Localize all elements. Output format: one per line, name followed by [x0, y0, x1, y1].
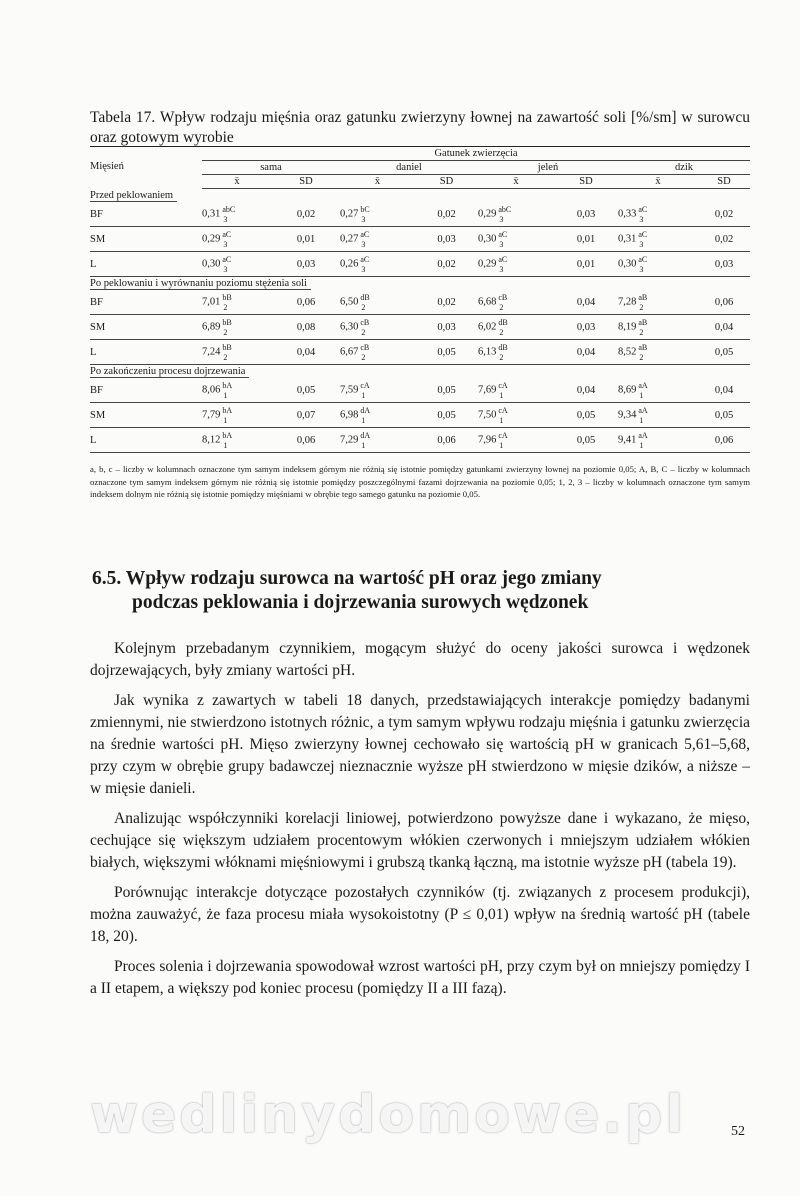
muscle-label: SM [90, 227, 202, 252]
subscript-index: 1 [361, 441, 366, 450]
sd-cell: 0,08 [272, 315, 340, 340]
mean-value: 8,06 [202, 384, 221, 396]
sd-cell: 0,03 [272, 252, 340, 277]
sd-cell: 0,01 [272, 227, 340, 252]
mean-cell [478, 428, 554, 453]
mean-value: 0,29 [202, 233, 221, 245]
mean-cell [618, 290, 698, 315]
mean-value: 8,69 [618, 384, 637, 396]
mean-cell [618, 227, 698, 252]
sd-cell: 0,06 [272, 290, 340, 315]
sd-cell: 0,02 [415, 290, 478, 315]
subscript-index: 3 [361, 240, 366, 249]
superscript-index: bA [222, 431, 233, 440]
mean-value: 6,68 [478, 296, 497, 308]
mean-cell [478, 378, 554, 403]
paragraph: Proces solenia i dojrzewania spowodował wzrost wartości pH, przy czym był on mniejszy pomiędzy I a II etapem, a większy pod koniec procesu (pomiędzy II a III fazą). [90, 958, 750, 997]
mean-cell [618, 252, 698, 277]
section-heading [92, 567, 742, 615]
superscript-index: aC [222, 230, 232, 239]
mean-value: 0,31 [202, 208, 221, 220]
subscript-index: 1 [499, 441, 504, 450]
mean-cell [202, 428, 272, 453]
sd-cell: 0,01 [554, 252, 618, 277]
superscript-index: aA [638, 381, 648, 390]
group-label: Po zakończeniu procesu dojrzewania [90, 366, 249, 378]
sd-header: SD [554, 175, 618, 189]
superscript-index: dB [360, 293, 370, 302]
subscript-index: 2 [361, 303, 366, 312]
superscript-index: cA [498, 431, 508, 440]
sd-cell: 0,04 [272, 340, 340, 365]
mean-header: x̄ [202, 175, 272, 189]
table-row [90, 227, 750, 252]
superscript-index: aA [638, 406, 648, 415]
subscript-index: 3 [499, 240, 504, 249]
sd-cell: 0,04 [554, 340, 618, 365]
mean-cell [202, 202, 272, 227]
mean-cell [340, 315, 415, 340]
superscript-index: bB [222, 318, 232, 327]
mean-value: 0,30 [478, 233, 497, 245]
table-caption: Tabela 17. Wpływ rodzaju mięśnia oraz gatunku zwierzyny łownej na zawartość soli [%/sm] w surowcu oraz gotowym wyrobie [90, 109, 750, 146]
table-row [90, 378, 750, 403]
significance-index [498, 318, 510, 337]
significance-index [638, 293, 650, 312]
sd-cell: 0,05 [698, 403, 750, 428]
mean-value: 0,30 [618, 258, 637, 270]
significance-index [498, 343, 510, 362]
mean-cell [478, 252, 554, 277]
sd-cell: 0,04 [554, 378, 618, 403]
sd-header: SD [272, 175, 340, 189]
muscle-label: L [90, 428, 202, 453]
significance-index [498, 381, 510, 400]
subscript-index: 3 [223, 215, 228, 224]
superscript-index: cA [360, 381, 370, 390]
subscript-index: 3 [223, 240, 228, 249]
species-name: dzik [618, 161, 750, 175]
superscript-index: bB [222, 343, 232, 352]
mean-cell [618, 340, 698, 365]
significance-index [360, 205, 372, 224]
significance-index [360, 431, 372, 450]
superscript-index: aC [222, 255, 232, 264]
mean-value: 0,27 [340, 208, 359, 220]
superscript-index: cA [498, 406, 508, 415]
sd-cell: 0,03 [415, 227, 478, 252]
mean-value: 7,50 [478, 409, 497, 421]
significance-index [498, 406, 510, 425]
mean-value: 0,29 [478, 258, 497, 270]
mean-value: 6,89 [202, 321, 221, 333]
mean-cell [340, 428, 415, 453]
superscript-index: aA [638, 431, 648, 440]
table-row [90, 252, 750, 277]
mean-value: 7,59 [340, 384, 359, 396]
sd-cell: 0,03 [415, 315, 478, 340]
mean-value: 0,33 [618, 208, 637, 220]
heading-line-1: 6.5. Wpływ rodzaju surowca na wartość pH oraz jego zmiany [92, 568, 602, 589]
superscript-index: aC [638, 255, 648, 264]
mean-value: 6,02 [478, 321, 497, 333]
superscript-index: dA [360, 431, 371, 440]
subscript-index: 1 [223, 416, 228, 425]
mean-cell [202, 227, 272, 252]
row-header: Mięsień [90, 147, 202, 189]
subscript-index: 1 [223, 441, 228, 450]
subscript-index: 2 [499, 303, 504, 312]
mean-value: 0,27 [340, 233, 359, 245]
significance-index [222, 318, 234, 337]
mean-cell [618, 403, 698, 428]
mean-cell [340, 227, 415, 252]
sd-cell: 0,05 [554, 428, 618, 453]
significance-index [638, 343, 650, 362]
significance-index [638, 230, 650, 249]
mean-value: 7,29 [340, 434, 359, 446]
mean-value: 8,19 [618, 321, 637, 333]
superscript-index: dB [498, 343, 508, 352]
subscript-index: 2 [361, 328, 366, 337]
significance-index [360, 230, 372, 249]
subscript-index: 3 [499, 265, 504, 274]
significance-index [222, 230, 234, 249]
mean-value: 7,28 [618, 296, 637, 308]
species-name: sama [202, 161, 340, 175]
sd-cell: 0,05 [415, 340, 478, 365]
superscript-index: bB [222, 293, 232, 302]
subscript-index: 1 [499, 391, 504, 400]
mean-cell [478, 202, 554, 227]
mean-value: 0,30 [202, 258, 221, 270]
table-row [90, 202, 750, 227]
species-name: daniel [340, 161, 478, 175]
subscript-index: 1 [223, 391, 228, 400]
superscript-index: bA [222, 381, 233, 390]
mean-value: 0,26 [340, 258, 359, 270]
mean-header: x̄ [340, 175, 415, 189]
subscript-index: 2 [639, 353, 644, 362]
heading-line-2: podczas peklowania i dojrzewania surowych wędzonek [132, 592, 589, 613]
mean-cell [202, 378, 272, 403]
significance-index [222, 431, 234, 450]
sd-cell: 0,07 [272, 403, 340, 428]
sd-cell: 0,04 [698, 378, 750, 403]
mean-value: 7,79 [202, 409, 221, 421]
mean-cell [202, 290, 272, 315]
mean-value: 0,29 [478, 208, 497, 220]
mean-cell [478, 315, 554, 340]
mean-value: 7,01 [202, 296, 221, 308]
superscript-index: aB [638, 318, 648, 327]
superscript-index: aC [638, 230, 648, 239]
sd-cell: 0,02 [415, 252, 478, 277]
subscript-index: 3 [639, 240, 644, 249]
superscript-index: aC [638, 205, 648, 214]
page-number: 52 [731, 1124, 745, 1139]
mean-cell [618, 428, 698, 453]
muscle-label: BF [90, 202, 202, 227]
sd-cell: 0,04 [698, 315, 750, 340]
subscript-index: 1 [361, 416, 366, 425]
mean-value: 7,96 [478, 434, 497, 446]
mean-value: 7,69 [478, 384, 497, 396]
paragraph: Analizując współczynniki korelacji liniowej, potwierdzono powyższe dane i wykazano, że mięso, cechujące się większym udziałem procentowym włókien czerwonych i mniejszym udziałem włókien białych, większymi włóknami mięśniowymi i grubszą tkanką łączną, ma istotnie wyższe pH (tabela 19). [90, 810, 750, 871]
superscript-index: cA [498, 381, 508, 390]
superscript-index: abC [498, 205, 512, 214]
sd-cell: 0,05 [272, 378, 340, 403]
significance-index [638, 255, 650, 274]
mean-value: 0,31 [618, 233, 637, 245]
sd-header: SD [698, 175, 750, 189]
subscript-index: 1 [499, 416, 504, 425]
mean-value: 6,13 [478, 346, 497, 358]
significance-index [638, 205, 650, 224]
significance-index [498, 431, 510, 450]
sd-cell: 0,03 [554, 202, 618, 227]
table-row [90, 428, 750, 453]
significance-index [222, 343, 234, 362]
group-label: Po peklowaniu i wyrównaniu poziomu stężenia soli [90, 278, 311, 290]
mean-value: 7,24 [202, 346, 221, 358]
mean-header: x̄ [478, 175, 554, 189]
superscript-index: aB [638, 343, 648, 352]
mean-cell [478, 403, 554, 428]
significance-index [360, 255, 372, 274]
subscript-index: 1 [639, 441, 644, 450]
paragraph: Porównując interakcje dotyczące pozostałych czynników (tj. związanych z procesem produkcji), można zauważyć, że faza procesu miała wysokoistotny (P ≤ 0,01) wpływ na średnią wartość pH (tabele 18, 20). [90, 884, 750, 945]
superscript-index: cB [360, 318, 370, 327]
subscript-index: 2 [639, 303, 644, 312]
sd-cell: 0,06 [698, 290, 750, 315]
superscript-index: aC [360, 230, 370, 239]
mean-cell [340, 252, 415, 277]
significance-index [360, 293, 372, 312]
significance-index [498, 230, 510, 249]
sd-cell: 0,06 [415, 428, 478, 453]
subscript-index: 2 [223, 303, 228, 312]
muscle-label: L [90, 340, 202, 365]
species-header: Gatunek zwierzęcia [202, 147, 750, 161]
sd-cell: 0,05 [698, 340, 750, 365]
mean-cell [340, 290, 415, 315]
significance-index [638, 381, 650, 400]
subscript-index: 3 [361, 265, 366, 274]
species-name: jeleń [478, 161, 618, 175]
mean-value: 8,12 [202, 434, 221, 446]
subscript-index: 1 [639, 391, 644, 400]
muscle-label: BF [90, 378, 202, 403]
significance-index [360, 318, 372, 337]
mean-cell [618, 202, 698, 227]
muscle-label: L [90, 252, 202, 277]
significance-index [222, 381, 234, 400]
mean-value: 6,67 [340, 346, 359, 358]
significance-index [222, 255, 234, 274]
subscript-index: 2 [499, 353, 504, 362]
superscript-index: aC [360, 255, 370, 264]
mean-cell [478, 227, 554, 252]
subscript-index: 3 [639, 265, 644, 274]
mean-value: 9,34 [618, 409, 637, 421]
salt-content-table [90, 146, 750, 453]
sd-cell: 0,02 [272, 202, 340, 227]
significance-index [222, 205, 236, 224]
superscript-index: bA [222, 406, 233, 415]
subscript-index: 2 [223, 353, 228, 362]
table-row [90, 315, 750, 340]
mean-cell [202, 315, 272, 340]
subscript-index: 2 [361, 353, 366, 362]
significance-index [498, 255, 510, 274]
superscript-index: abC [222, 205, 236, 214]
significance-index [498, 205, 512, 224]
table-row [90, 290, 750, 315]
significance-index [638, 406, 650, 425]
significance-index [498, 293, 510, 312]
subscript-index: 3 [223, 265, 228, 274]
subscript-index: 3 [499, 215, 504, 224]
sd-cell: 0,06 [272, 428, 340, 453]
mean-header: x̄ [618, 175, 698, 189]
sd-cell: 0,02 [698, 227, 750, 252]
subscript-index: 3 [639, 215, 644, 224]
sd-cell: 0,05 [554, 403, 618, 428]
superscript-index: dB [498, 318, 508, 327]
mean-value: 6,50 [340, 296, 359, 308]
paragraph: Kolejnym przebadanym czynnikiem, mogącym służyć do oceny jakości surowca i wędzonek dojrzewających, były zmiany wartości pH. [90, 640, 750, 679]
mean-cell [478, 340, 554, 365]
significance-index [638, 431, 650, 450]
mean-cell [618, 315, 698, 340]
subscript-index: 2 [223, 328, 228, 337]
sd-cell: 0,04 [554, 290, 618, 315]
mean-cell [202, 340, 272, 365]
sd-cell: 0,01 [554, 227, 618, 252]
mean-cell [618, 378, 698, 403]
table-row [90, 403, 750, 428]
paragraph: Jak wynika z zawartych w tabeli 18 danych, przedstawiających interakcje pomiędzy badanymi zmiennymi, nie stwierdzono istotnych różnic, a tym samym wpływu rodzaju mięśnia i gatunku zwierzęcia na średnie wartości pH. Mięso zwierzyny łownej cechowało się wartością pH w granicach 5,61–5,68, przy czym w obrębie grupy badawczej nieznacznie wyższe pH stwierdzono w mięsie dzików, a niższe – w mięsie danieli. [90, 692, 750, 797]
significance-index [222, 406, 234, 425]
sd-cell: 0,02 [415, 202, 478, 227]
sd-cell: 0,02 [698, 202, 750, 227]
table-footnote: a, b, c – liczby w kolumnach oznaczone tym samym indeksem górnym nie różnią się istotnie pomiędzy gatunkami zwierzyny łownej na poziomie 0,05; A, B, C – liczby w kolumnach oznaczone tym samym indeksem górnym nie różnią się istotnie pomiędzy poszczególnymi fazami dojrzewania na poziomie 0,05; 1, 2, 3 – liczby w kolumnach oznaczone tym samym indeksem dolnym nie różnią się istotnie pomiędzy mięśniami w obrębie tego samego gatunku na poziomie 0,05. [90, 464, 750, 499]
sd-cell: 0,06 [698, 428, 750, 453]
mean-cell [340, 378, 415, 403]
mean-value: 6,30 [340, 321, 359, 333]
mean-cell [202, 403, 272, 428]
mean-cell [340, 403, 415, 428]
watermark: wedlinydomowe.pl [90, 1085, 687, 1145]
muscle-label: BF [90, 290, 202, 315]
significance-index [360, 343, 372, 362]
sd-cell: 0,05 [415, 403, 478, 428]
subscript-index: 3 [361, 215, 366, 224]
mean-cell [340, 202, 415, 227]
superscript-index: cB [498, 293, 508, 302]
mean-value: 6,98 [340, 409, 359, 421]
significance-index [222, 293, 234, 312]
mean-value: 9,41 [618, 434, 637, 446]
group-label: Przed peklowaniem [90, 190, 177, 202]
mean-cell [340, 340, 415, 365]
mean-cell [202, 252, 272, 277]
superscript-index: aC [498, 230, 508, 239]
superscript-index: dA [360, 406, 371, 415]
body-text [90, 638, 750, 1008]
muscle-label: SM [90, 403, 202, 428]
subscript-index: 1 [639, 416, 644, 425]
superscript-index: bC [360, 205, 370, 214]
sd-cell: 0,05 [415, 378, 478, 403]
mean-cell [478, 290, 554, 315]
subscript-index: 2 [639, 328, 644, 337]
sd-header: SD [415, 175, 478, 189]
superscript-index: cB [360, 343, 370, 352]
significance-index [360, 406, 372, 425]
subscript-index: 1 [361, 391, 366, 400]
significance-index [638, 318, 650, 337]
subscript-index: 2 [499, 328, 504, 337]
mean-value: 8,52 [618, 346, 637, 358]
sd-cell: 0,03 [554, 315, 618, 340]
table-row [90, 340, 750, 365]
superscript-index: aC [498, 255, 508, 264]
muscle-label: SM [90, 315, 202, 340]
significance-index [360, 381, 372, 400]
superscript-index: aB [638, 293, 648, 302]
sd-cell: 0,03 [698, 252, 750, 277]
